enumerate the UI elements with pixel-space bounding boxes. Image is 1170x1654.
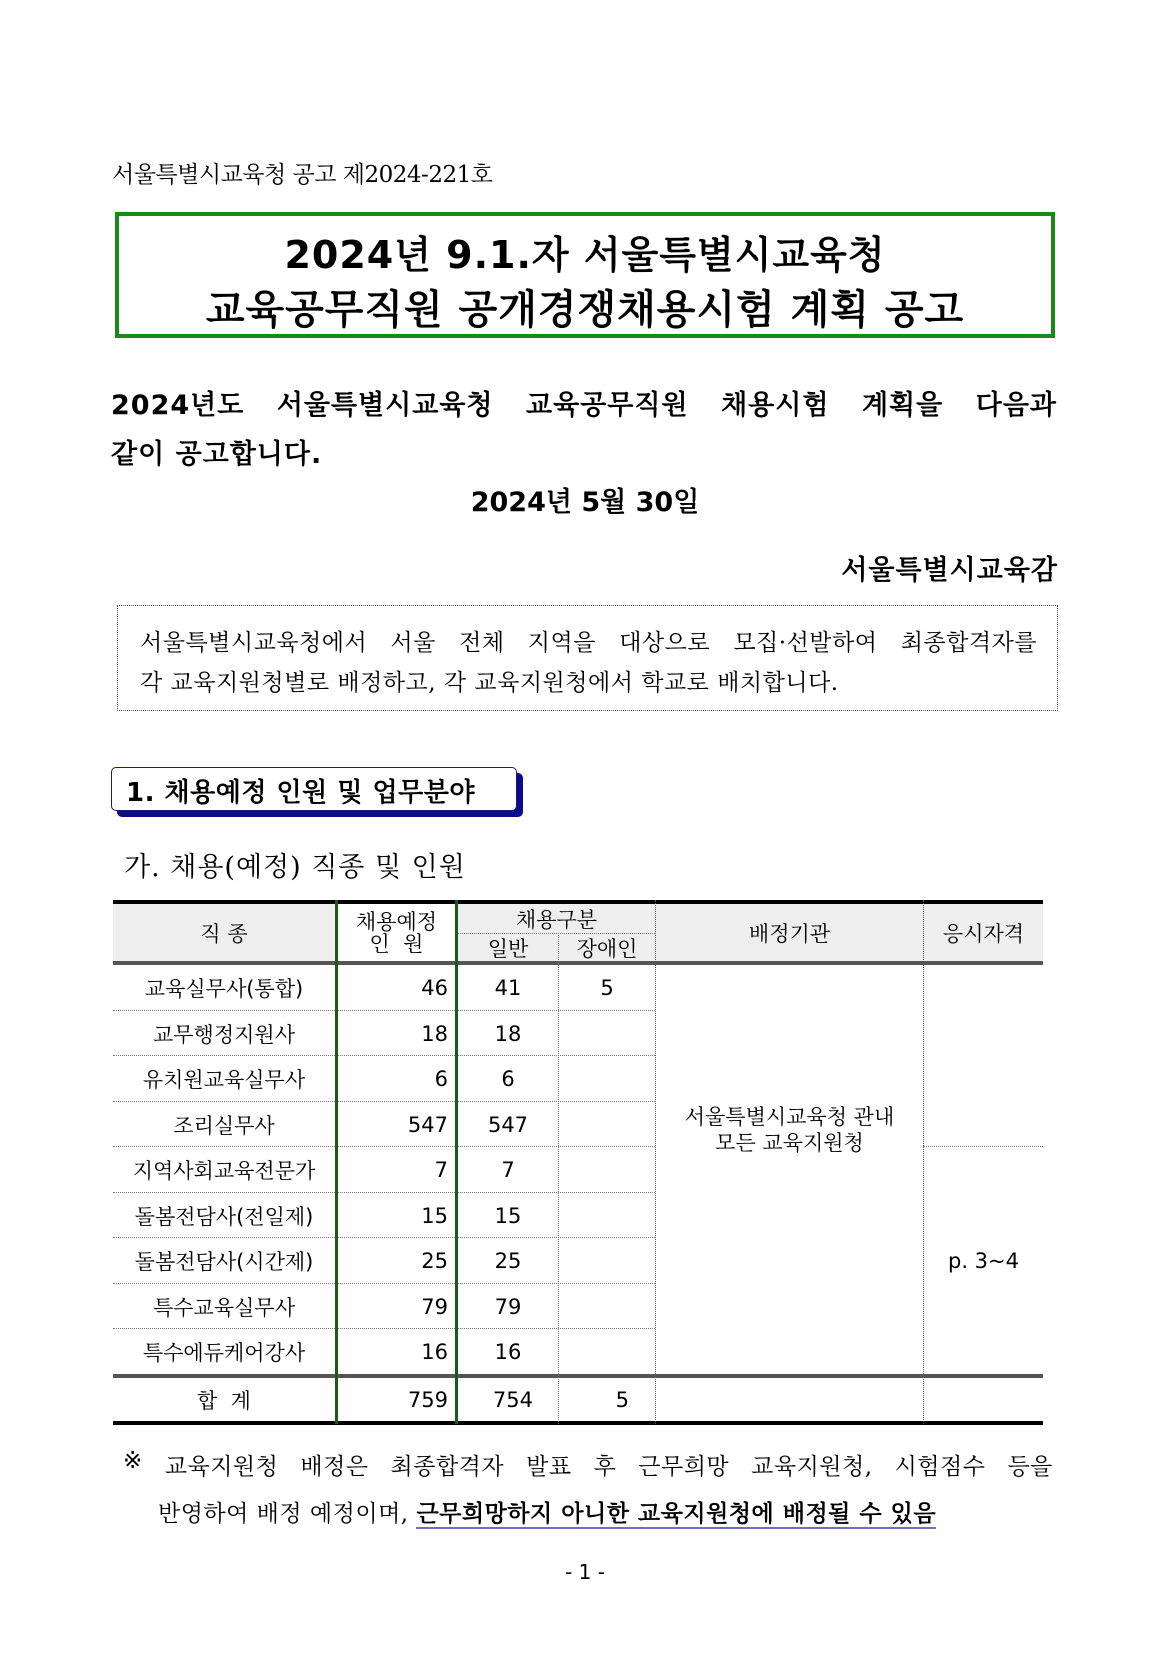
cell-job: 특수에듀케어강사 (142, 1340, 306, 1365)
cell-planned: 18 (421, 1021, 448, 1046)
footnote-word: 교육지원청, (751, 1454, 873, 1480)
footnote-plain: 반영하여 배정 예정이며, (158, 1501, 417, 1527)
cell-planned: 46 (421, 975, 448, 1000)
col-divider (655, 900, 656, 1424)
header-qualification: 응시자격 (942, 921, 1025, 946)
header-category: 채용구분 (515, 907, 598, 932)
cell-job: 돌봄전담사(전일제) (134, 1204, 314, 1229)
cell-general: 79 (494, 1294, 522, 1319)
total-disabled: 5 (615, 1387, 629, 1412)
notice-line-1: 서울특별시교육청에서 서울 전체 지역을 대상으로 모집·선발하여 최종합격자를 (140, 630, 1037, 656)
title-line-2: 교육공무직원 공개경쟁채용시험 계획 공고 (205, 287, 965, 333)
assigned-org-merged (656, 1100, 923, 1160)
header-planned (338, 904, 455, 961)
title-line-1: 2024년 9.1.자 서울특별시교육청 (284, 233, 886, 277)
footnote-word: 교육지원청 (164, 1454, 279, 1480)
cell-disabled (559, 1284, 655, 1329)
signer: 서울특별시교육감 (841, 555, 1058, 586)
cell-job: 교육실무사(통합) (144, 976, 304, 1001)
cell-disabled (559, 1193, 655, 1238)
footnote-word: 후 (593, 1454, 617, 1480)
footnote-word: 배정은 (300, 1454, 369, 1480)
cell-job: 지역사회교육전문가 (132, 1158, 316, 1183)
assigned-org-line1: 서울특별시교육청 관내 (684, 1105, 895, 1129)
header-planned-line2: 인 원 (369, 931, 424, 956)
footnote-word: 등을 (1007, 1454, 1053, 1480)
header-planned-line1: 채용예정 (355, 909, 438, 934)
cell-general: 18 (494, 1021, 522, 1046)
qualification-merged: p. 3~4 (948, 1248, 1019, 1273)
cell-job: 특수교육실무사 (152, 1295, 295, 1320)
cell-disabled: 5 (600, 975, 614, 1000)
footnote-word: 최종합격자 (390, 1454, 505, 1480)
cell-job: 교무행정지원사 (152, 1022, 295, 1047)
cell-disabled (559, 1147, 655, 1192)
section-heading-box (111, 767, 517, 811)
cell-disabled (559, 1238, 655, 1283)
cell-general: 16 (494, 1339, 522, 1364)
total-planned: 759 (407, 1387, 448, 1412)
cell-disabled (559, 1102, 655, 1147)
cell-disabled (559, 1011, 655, 1056)
document-number: 서울특별시교육청 공고 제2024-221호 (112, 162, 493, 188)
subheading: 가. 채용(예정) 직종 및 인원 (124, 852, 466, 883)
footnote-word: 근무희망 (638, 1454, 730, 1480)
cell-disabled (559, 1329, 655, 1374)
announcement-date: 2024년 5월 30일 (470, 487, 700, 518)
cell-planned: 7 (434, 1157, 448, 1182)
intro-line-2: 같이 공고합니다. (111, 439, 323, 470)
notice-line-2: 각 교육지원청별로 배정하고, 각 교육지원청에서 학교로 배치합니다. (140, 670, 839, 696)
intro-line-1: 2024년도 서울특별시교육청 교육공무직원 채용시험 계획을 다음과 (111, 390, 1057, 421)
cell-planned: 15 (421, 1203, 448, 1228)
cell-general: 25 (494, 1248, 522, 1273)
cell-general: 15 (494, 1203, 522, 1228)
cell-disabled (559, 1056, 655, 1101)
header-disabled: 장애인 (576, 936, 638, 961)
footnote (123, 1448, 1053, 1528)
cell-planned: 79 (421, 1294, 448, 1319)
cell-planned: 16 (421, 1339, 448, 1364)
cell-general: 41 (494, 975, 522, 1000)
header-assigned-org: 배정기관 (748, 921, 831, 946)
cell-general: 6 (501, 1066, 515, 1091)
title-box (115, 212, 1055, 338)
cell-job: 돌봄전담사(시간제) (134, 1249, 314, 1274)
footnote-mark: ※ (123, 1448, 143, 1474)
cell-planned: 547 (407, 1112, 448, 1137)
section-heading: 1. 채용예정 인원 및 업무분야 (126, 778, 475, 808)
cell-job: 유치원교육실무사 (142, 1067, 306, 1092)
cell-general: 547 (487, 1112, 529, 1137)
cell-planned: 6 (434, 1066, 448, 1091)
footnote-emphasis: 근무희망하지 아니한 교육지원청에 배정될 수 있음 (416, 1500, 937, 1527)
footnote-line-2 (123, 1495, 1053, 1528)
cell-planned: 25 (421, 1248, 448, 1273)
footnote-word: 발표 (526, 1454, 572, 1480)
table-bottom-border (113, 1421, 1043, 1425)
cell-job: 조리실무사 (173, 1113, 275, 1138)
footnote-word: 시험점수 (894, 1454, 986, 1480)
header-general: 일반 (487, 936, 529, 961)
assigned-org-line2: 모든 교육지원청 (715, 1131, 864, 1155)
header-job-type: 직 종 (200, 921, 248, 946)
cell-general: 7 (501, 1157, 515, 1182)
total-label: 합 계 (197, 1388, 251, 1413)
notice-box (117, 605, 1058, 711)
footnote-line-1 (123, 1448, 1053, 1481)
page-number: - 1 - (565, 1560, 605, 1584)
total-general: 754 (492, 1387, 533, 1412)
